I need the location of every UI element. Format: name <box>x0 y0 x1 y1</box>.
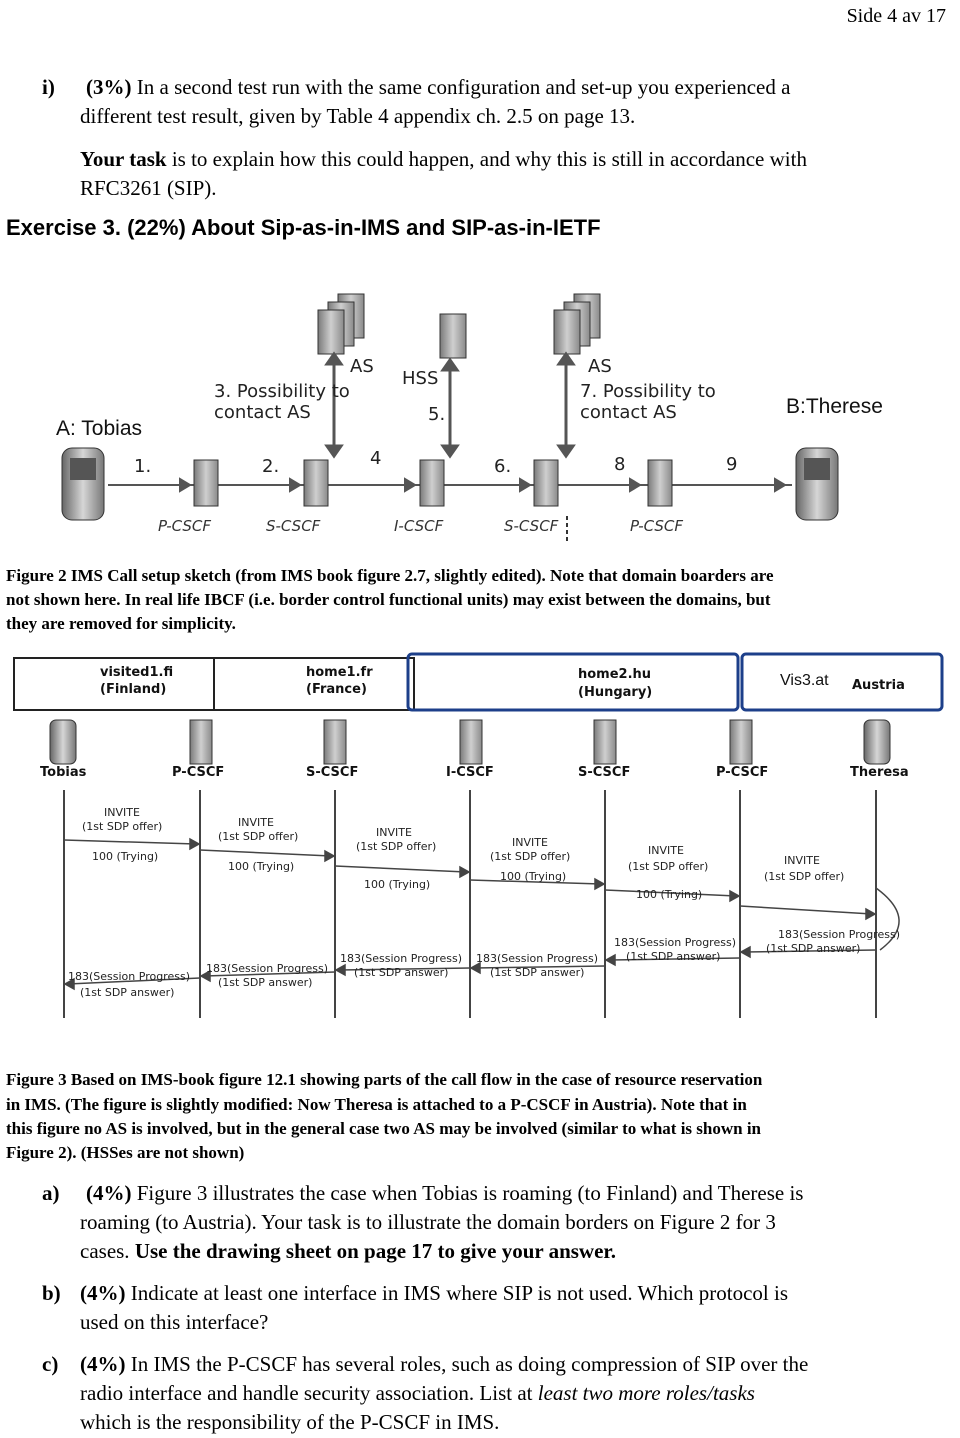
question-b-line1: (4%) Indicate at least one interface in IMS where SIP is not used. Which protocol is <box>80 1281 788 1305</box>
exercise-heading: Exercise 3. (22%) About Sip-as-in-IMS and SIP-as-in-IETF <box>6 215 601 240</box>
step-1: 1. <box>134 456 152 477</box>
as-right-label: AS <box>588 356 612 377</box>
node-i-cscf: I-CSCF <box>394 517 444 535</box>
step-9: 9 <box>726 454 738 475</box>
node-s-cscf-a: S-CSCF <box>266 517 321 535</box>
note-right-2: contact AS <box>580 402 677 423</box>
svg-text:183(Session Progress): 183(Session Progress) <box>206 962 328 975</box>
svg-text:INVITE: INVITE <box>376 826 412 839</box>
node-p-cscf-b: P-CSCF <box>630 517 684 535</box>
task-i-line4: RFC3261 (SIP). <box>80 176 217 200</box>
entity-icons <box>50 720 890 764</box>
svg-text:(1st SDP answer): (1st SDP answer) <box>218 976 313 989</box>
figure-2-caption-line2: not shown here. In real life IBCF (i.e. border control functional units) may exist between the domains, but <box>6 590 771 609</box>
figure-3-caption-line2: in IMS. (The figure is slightly modified: Now Theresa is attached to a P-CSCF in Austria). Note that in <box>6 1095 747 1114</box>
figure-3-caption-line4: Figure 2). (HSSes are not shown) <box>6 1143 245 1162</box>
svg-text:(1st SDP offer): (1st SDP offer) <box>490 850 571 863</box>
question-c-line3: which is the responsibility of the P-CSCF in IMS. <box>80 1410 500 1434</box>
domain-finland-name: visited1.fi <box>100 665 174 680</box>
note-right-1: 7. Possibility to <box>580 381 716 402</box>
question-a-label: a) <box>42 1181 60 1205</box>
svg-text:183(Session Progress): 183(Session Progress) <box>340 952 462 965</box>
svg-text:INVITE: INVITE <box>104 806 140 819</box>
task-i-line3: Your task is to explain how this could happen, and why this is still in accordance with <box>80 147 807 171</box>
figure-3-caption-line1: Figure 3 Based on IMS-book figure 12.1 showing parts of the call flow in the case of resource reservation <box>6 1070 763 1089</box>
svg-text:(1st SDP offer): (1st SDP offer) <box>628 860 709 873</box>
phone-a-icon <box>62 448 104 520</box>
domain-france-country: (France) <box>306 682 367 697</box>
svg-text:(1st SDP answer): (1st SDP answer) <box>766 942 861 955</box>
figure-3-diagram <box>0 650 960 1020</box>
svg-text:(1st SDP offer): (1st SDP offer) <box>356 840 437 853</box>
step-2: 2. <box>262 456 280 477</box>
svg-text:100 (Trying): 100 (Trying) <box>636 888 703 901</box>
domain-hungary-name: home2.hu <box>578 667 652 682</box>
entity-p-cscf-2: P-CSCF <box>716 765 769 780</box>
user-a-label: A: Tobias <box>56 417 142 440</box>
node-s-cscf-b: S-CSCF <box>504 517 559 535</box>
hss-label: HSS <box>402 368 439 389</box>
svg-text:183(Session Progress): 183(Session Progress) <box>778 928 900 941</box>
svg-text:(1st SDP offer): (1st SDP offer) <box>764 870 845 883</box>
svg-text:(1st SDP answer): (1st SDP answer) <box>626 950 721 963</box>
svg-text:(1st SDP offer): (1st SDP offer) <box>82 820 163 833</box>
note-left-2: contact AS <box>214 402 311 423</box>
domain-austria-country: Austria <box>852 678 905 693</box>
task-i-line2: different test result, given by Table 4 appendix ch. 2.5 on page 13. <box>80 104 636 128</box>
task-i-line1: (3%) In a second test run with the same configuration and set-up you experienced a <box>86 75 791 99</box>
invite-labels <box>82 806 844 901</box>
svg-text:183(Session Progress): 183(Session Progress) <box>476 952 598 965</box>
as-left-label: AS <box>350 356 374 377</box>
as-left-server-stack <box>318 294 364 354</box>
figure-2-caption-line1: Figure 2 IMS Call setup sketch (from IMS book figure 2.7, slightly edited). Note that domain boarders are <box>6 566 774 585</box>
svg-text:100 (Trying): 100 (Trying) <box>228 860 295 873</box>
figure-2-caption-line3: they are removed for simplicity. <box>6 614 236 633</box>
as-right-server-stack <box>554 294 600 354</box>
question-c-label: c) <box>42 1352 59 1376</box>
step-8: 8 <box>614 454 626 475</box>
lifelines <box>64 790 876 1018</box>
user-b-label: B:Therese <box>786 395 883 418</box>
svg-text:(1st SDP offer): (1st SDP offer) <box>218 830 299 843</box>
question-b-line2: used on this interface? <box>80 1310 269 1334</box>
svg-text:INVITE: INVITE <box>648 844 684 857</box>
note-left-1: 3. Possibility to <box>214 381 350 402</box>
entity-theresa: Theresa <box>850 765 909 780</box>
entity-s-cscf-1: S-CSCF <box>306 765 359 780</box>
step-6: 6. <box>494 456 512 477</box>
question-a-line2: roaming (to Austria). Your task is to illustrate the domain borders on Figure 2 for 3 <box>80 1210 776 1234</box>
step-5: 5. <box>428 404 446 425</box>
step-4: 4 <box>370 448 382 469</box>
svg-text:INVITE: INVITE <box>784 854 820 867</box>
svg-text:183(Session Progress): 183(Session Progress) <box>68 970 190 983</box>
entity-tobias: Tobias <box>40 765 87 780</box>
domain-austria-name: Vis3.at <box>780 672 829 689</box>
figure-3-caption-line3: this figure no AS is involved, but in the general case two AS may be involved (similar to what is shown in <box>6 1119 762 1138</box>
domain-box-austria <box>742 654 942 710</box>
question-b-label: b) <box>42 1281 61 1305</box>
svg-text:INVITE: INVITE <box>238 816 274 829</box>
question-a-line1: (4%) Figure 3 illustrates the case when Tobias is roaming (to Finland) and Therese is <box>86 1181 804 1205</box>
svg-text:(1st SDP answer): (1st SDP answer) <box>80 986 175 999</box>
phone-b-icon <box>796 448 838 520</box>
domain-france-name: home1.fr <box>306 665 373 680</box>
figure-2-diagram <box>0 280 960 550</box>
svg-text:INVITE: INVITE <box>512 836 548 849</box>
svg-text:100 (Trying): 100 (Trying) <box>364 878 431 891</box>
svg-text:100 (Trying): 100 (Trying) <box>500 870 567 883</box>
invite-arrows <box>64 839 899 950</box>
domain-box-hungary <box>408 654 738 710</box>
question-c-line2: radio interface and handle security association. List at least two more roles/tasks <box>80 1381 755 1405</box>
entity-p-cscf-1: P-CSCF <box>172 765 225 780</box>
domain-finland-country: (Finland) <box>100 682 167 697</box>
svg-text:(1st SDP answer): (1st SDP answer) <box>490 966 585 979</box>
svg-text:100 (Trying): 100 (Trying) <box>92 850 159 863</box>
hss-server <box>440 314 466 358</box>
question-c-line1: (4%) In IMS the P-CSCF has several roles, such as doing compression of SIP over the <box>80 1352 809 1376</box>
entity-s-cscf-2: S-CSCF <box>578 765 631 780</box>
domain-hungary-country: (Hungary) <box>578 685 653 700</box>
progress-labels <box>68 928 900 999</box>
entity-i-cscf: I-CSCF <box>446 765 494 780</box>
page-number: Side 4 av 17 <box>846 5 946 27</box>
task-i-label: i) <box>42 75 55 99</box>
svg-text:(1st SDP answer): (1st SDP answer) <box>354 966 449 979</box>
node-p-cscf-a: P-CSCF <box>158 517 212 535</box>
svg-text:183(Session Progress): 183(Session Progress) <box>614 936 736 949</box>
question-a-line3: cases. Use the drawing sheet on page 17 to give your answer. <box>80 1239 617 1263</box>
